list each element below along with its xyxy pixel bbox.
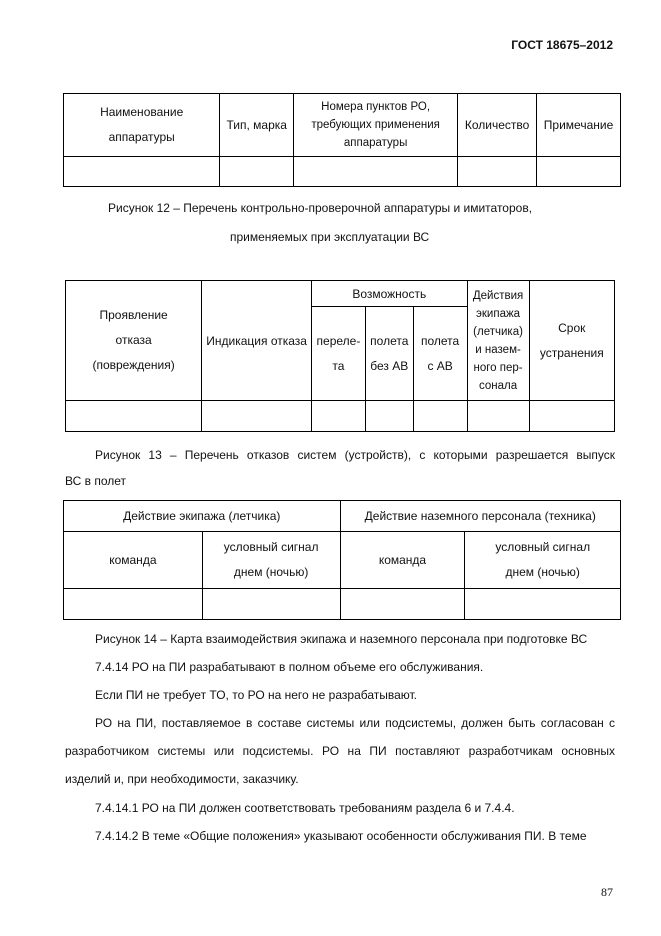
header-cell-crew-action: Действие экипажа (летчика) bbox=[64, 501, 341, 532]
paragraph-no-to: Если ПИ не требует ТО, то РО на него не разрабатывают. bbox=[95, 688, 418, 702]
paragraph-ro-line2: разработчиком системы или подсистемы. РО на ПИ поставляют разработчикам основных bbox=[65, 744, 615, 758]
empty-row bbox=[64, 157, 621, 187]
header-cell-possibility: Возможность bbox=[312, 281, 468, 307]
header-cell-ground-command: команда bbox=[340, 532, 465, 589]
header-cell-indication: Индикация отказа bbox=[202, 281, 312, 401]
header-cell-ground-action: Действие наземного персонала (техника) bbox=[340, 501, 620, 532]
header-cell-actions: Действия экипажа (летчика) и назем- ного пер- сонала bbox=[467, 281, 529, 401]
page-number: 87 bbox=[601, 885, 613, 899]
paragraph-7-4-14-2: 7.4.14.2 В теме «Общие положения» указывают особенности обслуживания ПИ. В теме bbox=[95, 829, 587, 843]
empty-row bbox=[66, 401, 615, 432]
empty-row bbox=[64, 589, 621, 620]
header-cell-crew-signal: условный сигнал днем (ночью) bbox=[202, 532, 340, 589]
paragraph-7-4-14: 7.4.14 РО на ПИ разрабатывают в полном объеме его обслуживания. bbox=[95, 660, 484, 674]
paragraph-7-4-14-1: 7.4.14.1 РО на ПИ должен соответствовать требованиям раздела 6 и 7.4.4. bbox=[95, 801, 515, 815]
header-cell-flight-no-av: полета без АВ bbox=[365, 307, 413, 401]
paragraph-ro-line3: изделий и, при необходимости, заказчику. bbox=[65, 772, 299, 786]
header-cell-type: Тип, марка bbox=[220, 94, 294, 157]
header-cell-flight: переле- та bbox=[312, 307, 366, 401]
figure-12-caption-line1: Рисунок 12 – Перечень контрольно-проверочной аппаратуры и имитаторов, bbox=[108, 201, 533, 215]
header-cell-term: Срок устранения bbox=[529, 281, 614, 401]
header-cell-items: Номера пунктов РО, требующих применения аппаратуры bbox=[294, 94, 458, 157]
failures-table bbox=[65, 280, 615, 432]
equipment-table bbox=[63, 93, 621, 187]
paragraph-ro-line1: РО на ПИ, поставляемое в составе системы или подсистемы, должен быть согласован с bbox=[95, 716, 615, 730]
header-cell-flight-with-av: полета с АВ bbox=[413, 307, 467, 401]
header-cell-manifestation: Проявление отказа (повреждения) bbox=[66, 281, 202, 401]
interaction-table bbox=[63, 500, 621, 620]
figure-14-caption: Рисунок 14 – Карта взаимодействия экипажа и наземного персонала при подготовке ВС bbox=[95, 632, 588, 646]
header-cell-name: Наименование аппаратуры bbox=[64, 94, 220, 157]
figure-13-caption-line2: ВС в полет bbox=[65, 474, 126, 488]
header-cell-note: Примечание bbox=[537, 94, 621, 157]
figure-12-caption-line2: применяемых при эксплуатации ВС bbox=[230, 230, 430, 244]
header-cell-ground-signal: условный сигнал днем (ночью) bbox=[465, 532, 621, 589]
header-cell-quantity: Количество bbox=[458, 94, 537, 157]
standard-header: ГОСТ 18675–2012 bbox=[511, 38, 613, 52]
header-cell-crew-command: команда bbox=[64, 532, 203, 589]
figure-13-caption-line1: Рисунок 13 – Перечень отказов систем (устройств), с которыми разрешается выпуск bbox=[95, 448, 615, 462]
